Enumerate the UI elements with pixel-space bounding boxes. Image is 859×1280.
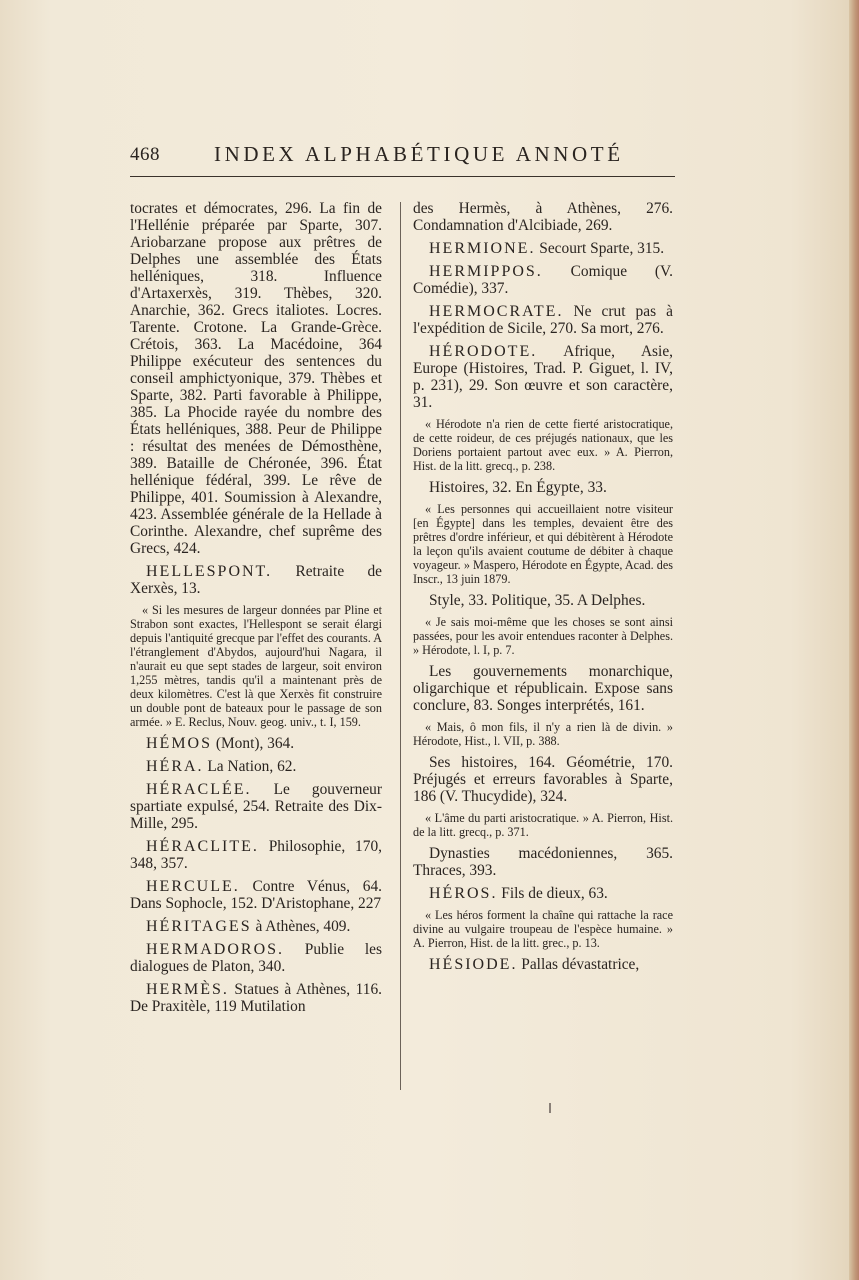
entry-text: La Nation, 62.: [203, 758, 297, 775]
entry-heading: HÉRACLITE.: [146, 838, 259, 855]
entry-heading: HÉRACLÉE.: [146, 781, 252, 798]
index-entry: [413, 240, 673, 257]
entry-heading: HERMOCRATE.: [429, 303, 564, 320]
entry-continuation: [413, 845, 673, 879]
index-entry: [413, 263, 673, 297]
quotation: [413, 502, 673, 586]
quotation-text: « Les héros forment la chaîne qui rattache la race divine au vulgaire troupeau de l'espèce humaine. » A. Pierron, Hist. de la litt. grec., p. 13.: [413, 908, 673, 950]
entry-text: Fils de dieux, 63.: [497, 885, 608, 902]
quotation-text: « Si les mesures de largeur données par Pline et Strabon sont exactes, l'Hellespont se serait élargi depuis l'antiquité grecque par l'effet des courants. A l'étranglement d'Abydos, aujourd'hui Nagara, il n'aurait eu que sept stades de largeur, soit environ 1,255 mètres, tandis qu'il a maintenant près de deux kilomètres. C'est là que Xerxès fit construire un double pont de bateaux pour le passage de son armée. » E. Reclus, Nouv. geog. univ., t. I, 159.: [130, 603, 382, 729]
column-divider: [400, 202, 401, 1090]
entry-heading: HÉMOS: [146, 735, 213, 752]
entry-heading: HELLESPONT.: [146, 563, 273, 580]
continued-paragraph: [130, 200, 382, 557]
quotation: [413, 811, 673, 839]
index-entry: [130, 758, 382, 775]
index-entry: [130, 838, 382, 872]
entry-text: à Athènes, 409.: [251, 918, 351, 935]
entry-text: Contre Vénus, 64. Dans Sophocle, 152. D'Aristophane, 227: [130, 878, 382, 912]
entry-text: Ses histoires, 164. Géométrie, 170. Préjugés et erreurs favorables à Sparte, 186 (V. Thucydide), 324.: [413, 754, 673, 805]
page-edge: [849, 0, 859, 1280]
index-entry: [130, 781, 382, 832]
entry-text: Statues à Athènes, 116. De Praxitèle, 119 Mutilation: [130, 981, 382, 1015]
entry-text: Le gouverneur spartiate expulsé, 254. Retraite des Dix-Mille, 295.: [130, 781, 382, 832]
index-entry: [413, 885, 673, 902]
quotation: [413, 417, 673, 473]
paragraph-text: des Hermès, à Athènes, 276. Condamnation d'Alcibiade, 269.: [413, 200, 673, 234]
index-entry: [413, 956, 673, 973]
left-column: [130, 200, 382, 1021]
entry-heading: HÉRITAGES: [146, 918, 252, 935]
index-entry: [130, 878, 382, 912]
entry-text: Pallas dévastatrice,: [517, 956, 640, 973]
quotation-text: « Je sais moi-même que les choses se sont ainsi passées, pour les avoir entendues raconter à Delphes. » Hérodote, l. I, p. 7.: [413, 615, 673, 657]
right-column: [413, 200, 673, 979]
index-entry: [130, 563, 382, 597]
page-header: [130, 140, 675, 170]
index-entry: [130, 735, 382, 752]
index-entry: [413, 343, 673, 411]
running-title: INDEX ALPHABÉTIQUE ANNOTÉ: [214, 142, 624, 166]
entry-text: Retraite de Xerxès, 13.: [130, 563, 382, 597]
header-rule: [130, 176, 675, 177]
entry-heading: HÉRODOTE.: [429, 343, 538, 360]
entry-text: Les gouvernements monarchique, oligarchique et républicain. Expose sans conclure, 83. Songes interprétés, 161.: [413, 663, 673, 714]
entry-text: Ne crut pas à l'expédition de Sicile, 270. Sa mort, 276.: [413, 303, 673, 337]
entry-heading: HERMADOROS.: [146, 941, 285, 958]
index-entry: [130, 918, 382, 935]
entry-heading: HERCULE.: [146, 878, 240, 895]
entry-text: Histoires, 32. En Égypte, 33.: [429, 479, 607, 496]
page-number: 468: [130, 144, 160, 165]
entry-heading: HERMÈS.: [146, 981, 229, 998]
entry-text: Afrique, Asie, Europe (Histoires, Trad. P. Giguet, l. IV, p. 231), 29. Son œuvre et son caractère, 31.: [413, 343, 673, 411]
quotation: [413, 908, 673, 950]
entry-continuation: [413, 663, 673, 714]
index-entry: [413, 303, 673, 337]
entry-heading: HÉROS.: [429, 885, 498, 902]
entry-text: Philosophie, 170, 348, 357.: [130, 838, 382, 872]
entry-heading: HÉRA.: [146, 758, 204, 775]
quotation: [413, 720, 673, 748]
continued-paragraph: [413, 200, 673, 234]
quotation: [130, 603, 382, 729]
entry-text: Style, 33. Politique, 35. A Delphes.: [429, 592, 646, 609]
quotation-text: « L'âme du parti aristocratique. » A. Pierron, Hist. de la litt. grecq., p. 371.: [413, 811, 673, 839]
entry-text: Comique (V. Comédie), 337.: [413, 263, 673, 297]
quotation-text: « Hérodote n'a rien de cette fierté aristocratique, de cette roideur, de ces préjugés nationaux, que les Doriens portaient partout avec eux. » A. Pierron, Hist. de la litt. grecq., p. 238.: [413, 417, 673, 473]
index-entry: [130, 981, 382, 1015]
entry-text: (Mont), 364.: [212, 735, 295, 752]
quotation: [413, 615, 673, 657]
entry-heading: HERMIPPOS.: [429, 263, 543, 280]
margin-mark: [549, 1103, 551, 1113]
quotation-text: « Les personnes qui accueillaient notre visiteur [en Égypte] dans les temples, devaient être des prêtres d'ordre inférieur, et qui débitèrent à Hérodote la leçon qu'ils avaient coutume de débiter à chaque voyageur. » Maspero, Hérodote en Égypte, Acad. des Inscr., 13 juin 1879.: [413, 502, 673, 586]
entry-text: Secourt Sparte, 315.: [535, 240, 665, 257]
entry-heading: HERMIONE.: [429, 240, 536, 257]
entry-continuation: [413, 479, 673, 496]
entry-text: Dynasties macédoniennes, 365. Thraces, 393.: [413, 845, 673, 879]
index-entry: [130, 941, 382, 975]
paragraph-text: tocrates et démocrates, 296. La fin de l'Hellénie préparée par Sparte, 307. Ariobarzane propose aux prêtres de Delphes une assemblée des États helléniques, 318. Influence d'Artaxerxès, 319. Thèbes, 320. Anarchie, 362. Grecs italiotes. Locres. Tarente. Crotone. La Grande-Grèce. Crétois, 363. La Macédoine, 364 Philippe exécuteur des sentences du conseil amphictyonique, 379. Thèbes et Sparte, 382. Parti favorable à Philippe, 385. La Phocide rayée du nombre des États helléniques, 388. Peur de Philippe : résultat des menées de Démosthène, 389. Bataille de Chéronée, 396. État hellénique fédéral, 399. Le rêve de Philippe, 401. Soumission à Alexandre, 423. Assemblée générale de la Hellade à Corinthe. Alexandre, chef suprême des Grecs, 424.: [130, 200, 382, 557]
entry-heading: HÉSIODE.: [429, 956, 518, 973]
quotation-text: « Mais, ô mon fils, il n'y a rien là de divin. » Hérodote, Hist., l. VII, p. 388.: [413, 720, 673, 748]
entry-text: Publie les dialogues de Platon, 340.: [130, 941, 382, 975]
entry-continuation: [413, 754, 673, 805]
entry-continuation: [413, 592, 673, 609]
